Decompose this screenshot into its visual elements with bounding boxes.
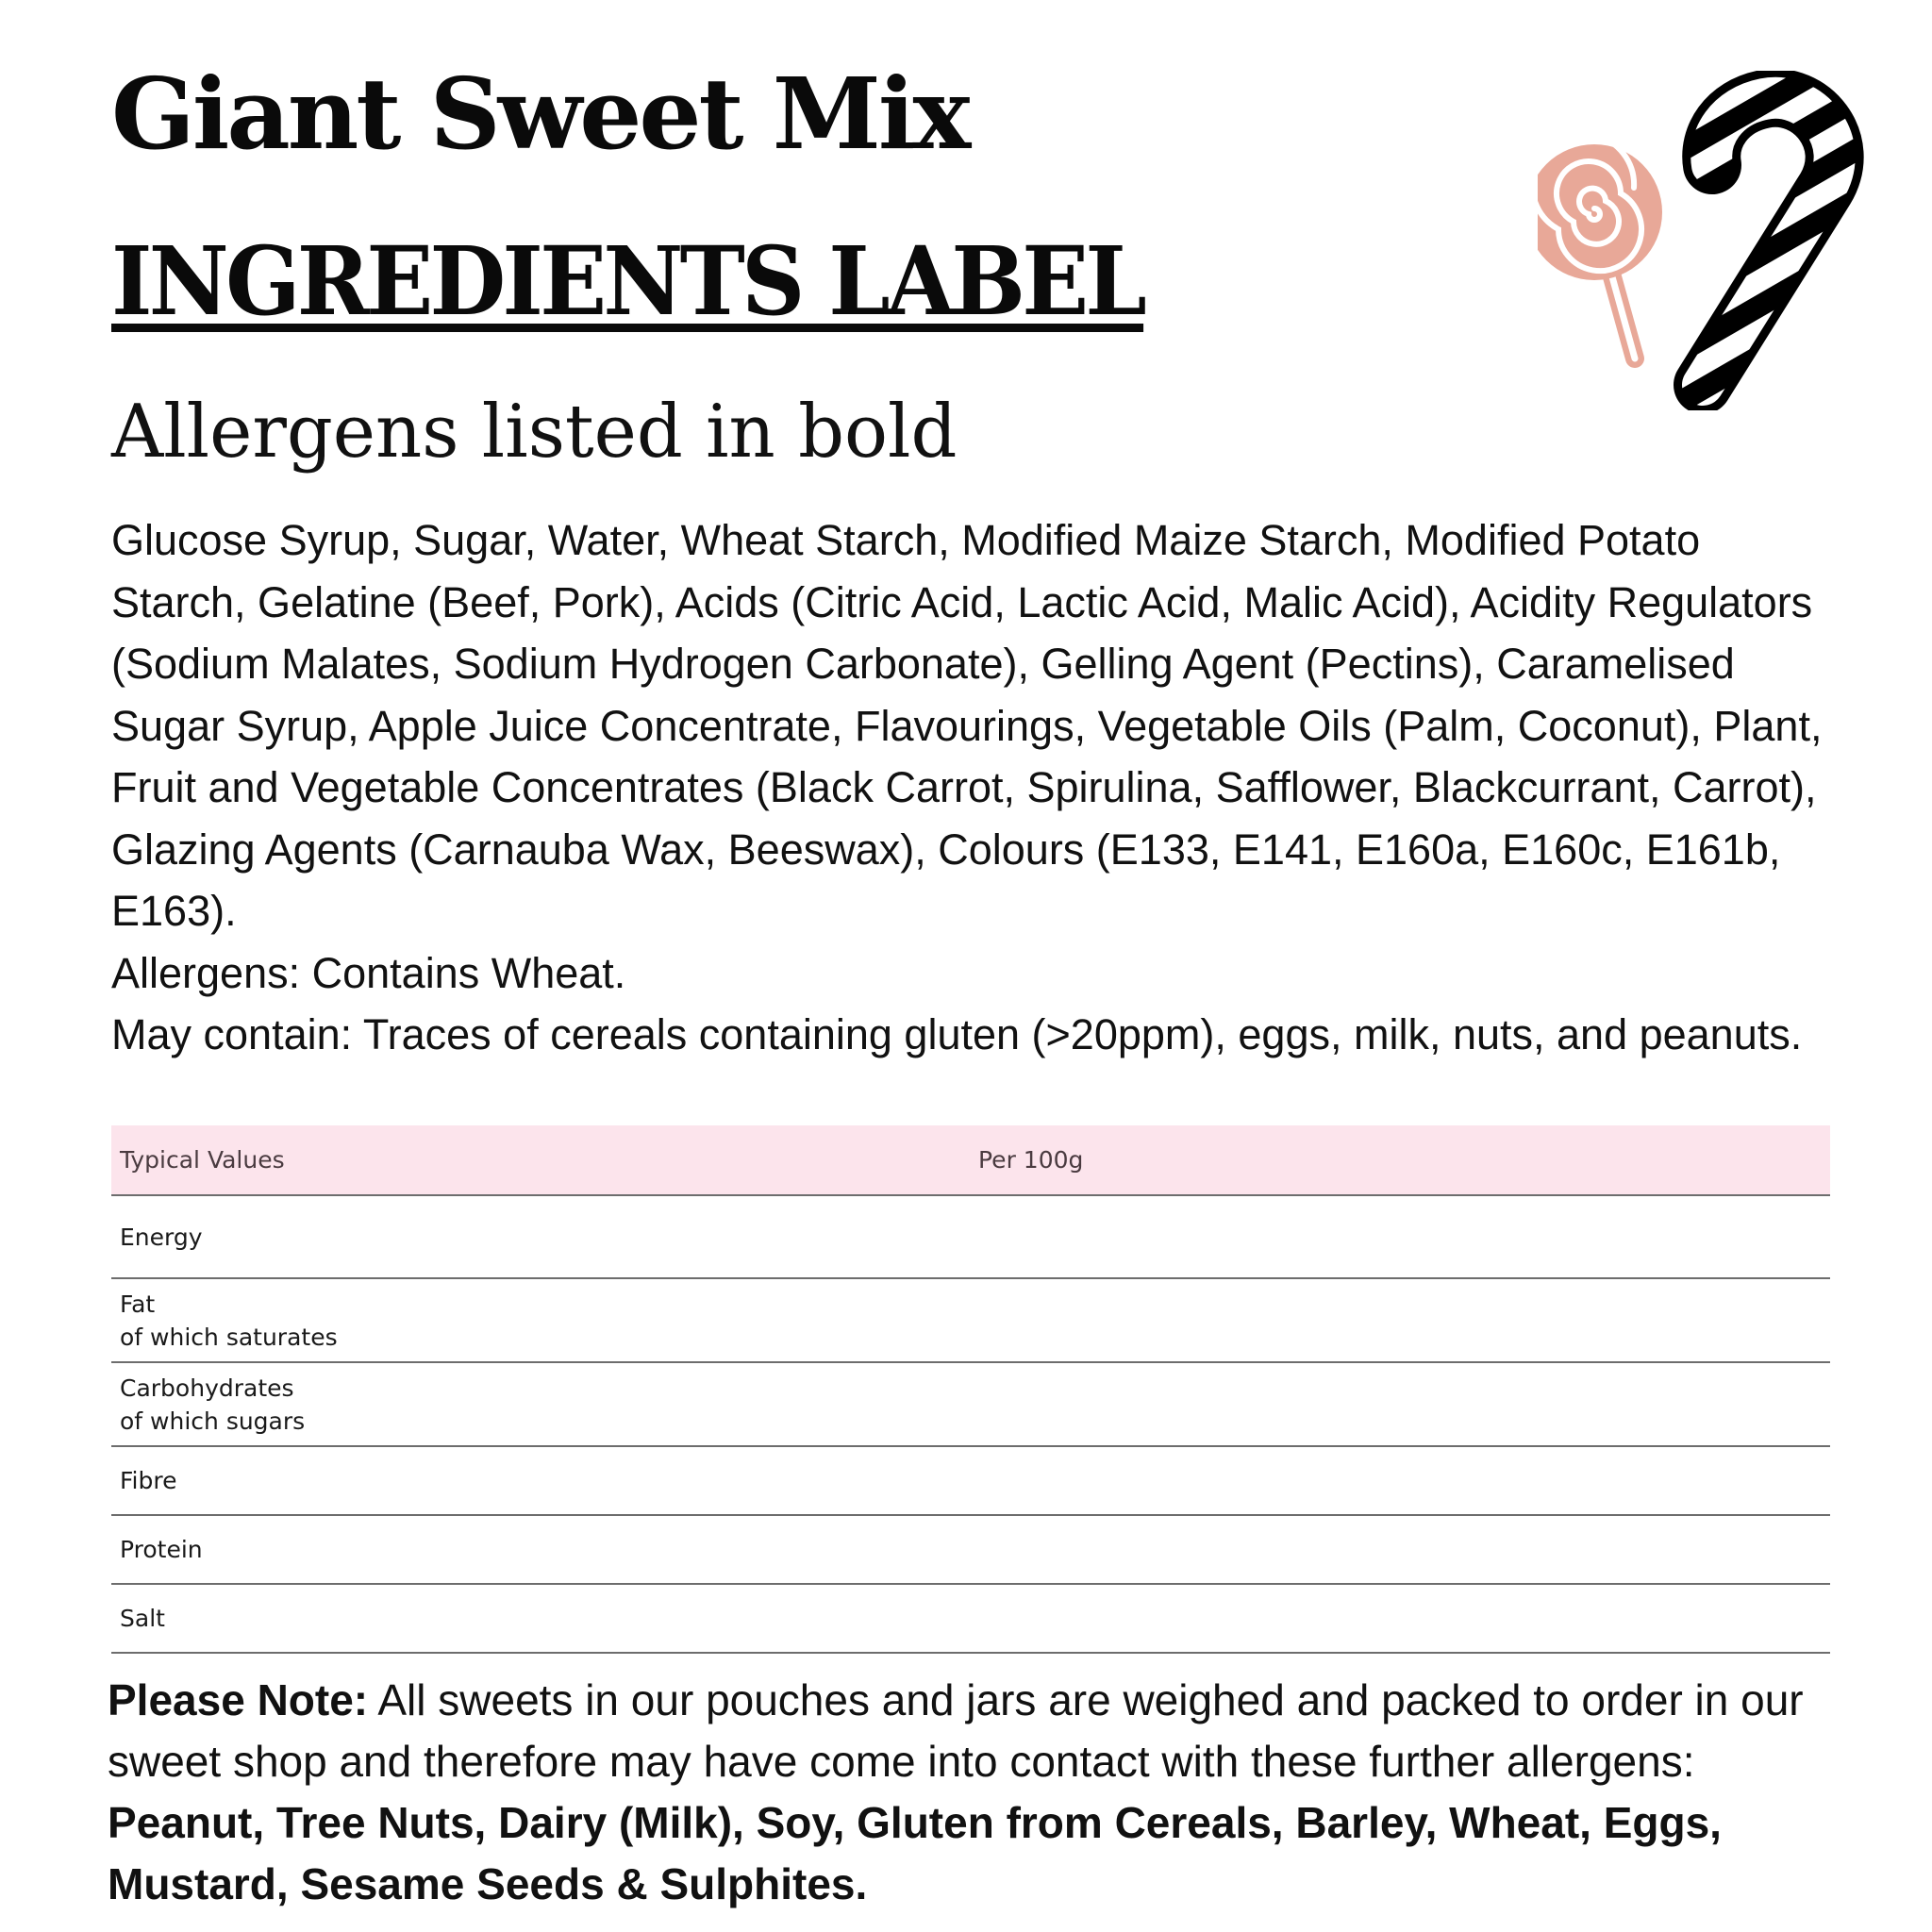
nutrient-value — [970, 1584, 1830, 1653]
nutrient-sublabel: of which saturates — [120, 1323, 338, 1351]
candy-cane-icon — [1703, 98, 1835, 385]
allergen-note: Allergens listed in bold — [111, 390, 958, 475]
product-title: Giant Sweet Mix — [111, 56, 969, 172]
nutrient-label: Fibre — [120, 1467, 177, 1494]
nutrient-value — [970, 1446, 1830, 1515]
may-contain-statement: May contain: Traces of cereals containing gluten (>20ppm), eggs, milk, nuts, and peanuts. — [111, 1010, 1803, 1058]
nutrient-label: Salt — [120, 1605, 165, 1632]
nutrient-label: Protein — [120, 1536, 203, 1563]
nutrient-value — [970, 1515, 1830, 1584]
nutrient-label: Carbohydrates — [120, 1374, 294, 1402]
sweets-illustration — [1538, 71, 1877, 410]
nutrition-header-row — [111, 1125, 1830, 1195]
nutrient-name — [111, 1195, 970, 1278]
nutrition-row-protein — [111, 1515, 1830, 1584]
nutrition-row-salt — [111, 1584, 1830, 1653]
nutrient-name — [111, 1278, 970, 1362]
nutrition-table — [111, 1125, 1830, 1654]
nutrition-row-energy — [111, 1195, 1830, 1278]
nutrition-row-fibre — [111, 1446, 1830, 1515]
typical-values-header: Typical Values — [111, 1125, 970, 1195]
nutrient-value — [970, 1362, 1830, 1446]
nutrient-name — [111, 1446, 970, 1515]
lollipop-icon — [1538, 134, 1662, 358]
nutrient-value — [970, 1278, 1830, 1362]
ingredients-section — [111, 509, 1838, 1066]
sweets-illustration-svg — [1538, 71, 1877, 410]
nutrient-value — [970, 1195, 1830, 1278]
please-note — [108, 1670, 1853, 1915]
nutrient-name — [111, 1515, 970, 1584]
allergens-statement: Allergens: Contains Wheat. — [111, 948, 626, 997]
label-heading: INGREDIENTS LABEL — [111, 225, 1144, 337]
nutrient-label: Energy — [120, 1223, 203, 1251]
further-allergens-list: Peanut, Tree Nuts, Dairy (Milk), Soy, Gluten from Cereals, Barley, Wheat, Eggs, Mustard, Sesame Seeds & Sulphites. — [108, 1798, 1722, 1908]
nutrient-label: Fat — [120, 1290, 156, 1318]
nutrient-name — [111, 1584, 970, 1653]
please-note-label: Please Note: — [108, 1675, 369, 1724]
ingredients-list: Glucose Syrup, Sugar, Water, Wheat Starch, Modified Maize Starch, Modified Potato Starch, Gelatine (Beef, Pork), Acids (Citric Acid, Lactic Acid, Malic Acid), Acidity Regulators (Sodium Malates, Sodium Hydrogen Carbonate), Gelling Agent (Pectins), Caramelised Sugar Syrup, Apple Juice Concentrate, Flavourings, Vegetable Oils (Palm, Coconut), Plant, Fruit and Vegetable Concentrates (Black Carrot, Spirulina, Safflower, Blackcurrant, Carrot), Glazing Agents (Carnauba Wax, Beeswax), Colours (E133, E141, E160a, E160c, E161b, E163). — [111, 516, 1823, 935]
nutrient-name — [111, 1362, 970, 1446]
per-100g-header: Per 100g — [970, 1125, 1830, 1195]
please-note-text: All sweets in our pouches and jars are weighed and packed to order in our sweet shop and therefore may have come into contact with these further allergens: — [108, 1675, 1804, 1786]
nutrition-row-fat — [111, 1278, 1830, 1362]
nutrient-sublabel: of which sugars — [120, 1407, 306, 1435]
nutrition-row-carbohydrates — [111, 1362, 1830, 1446]
